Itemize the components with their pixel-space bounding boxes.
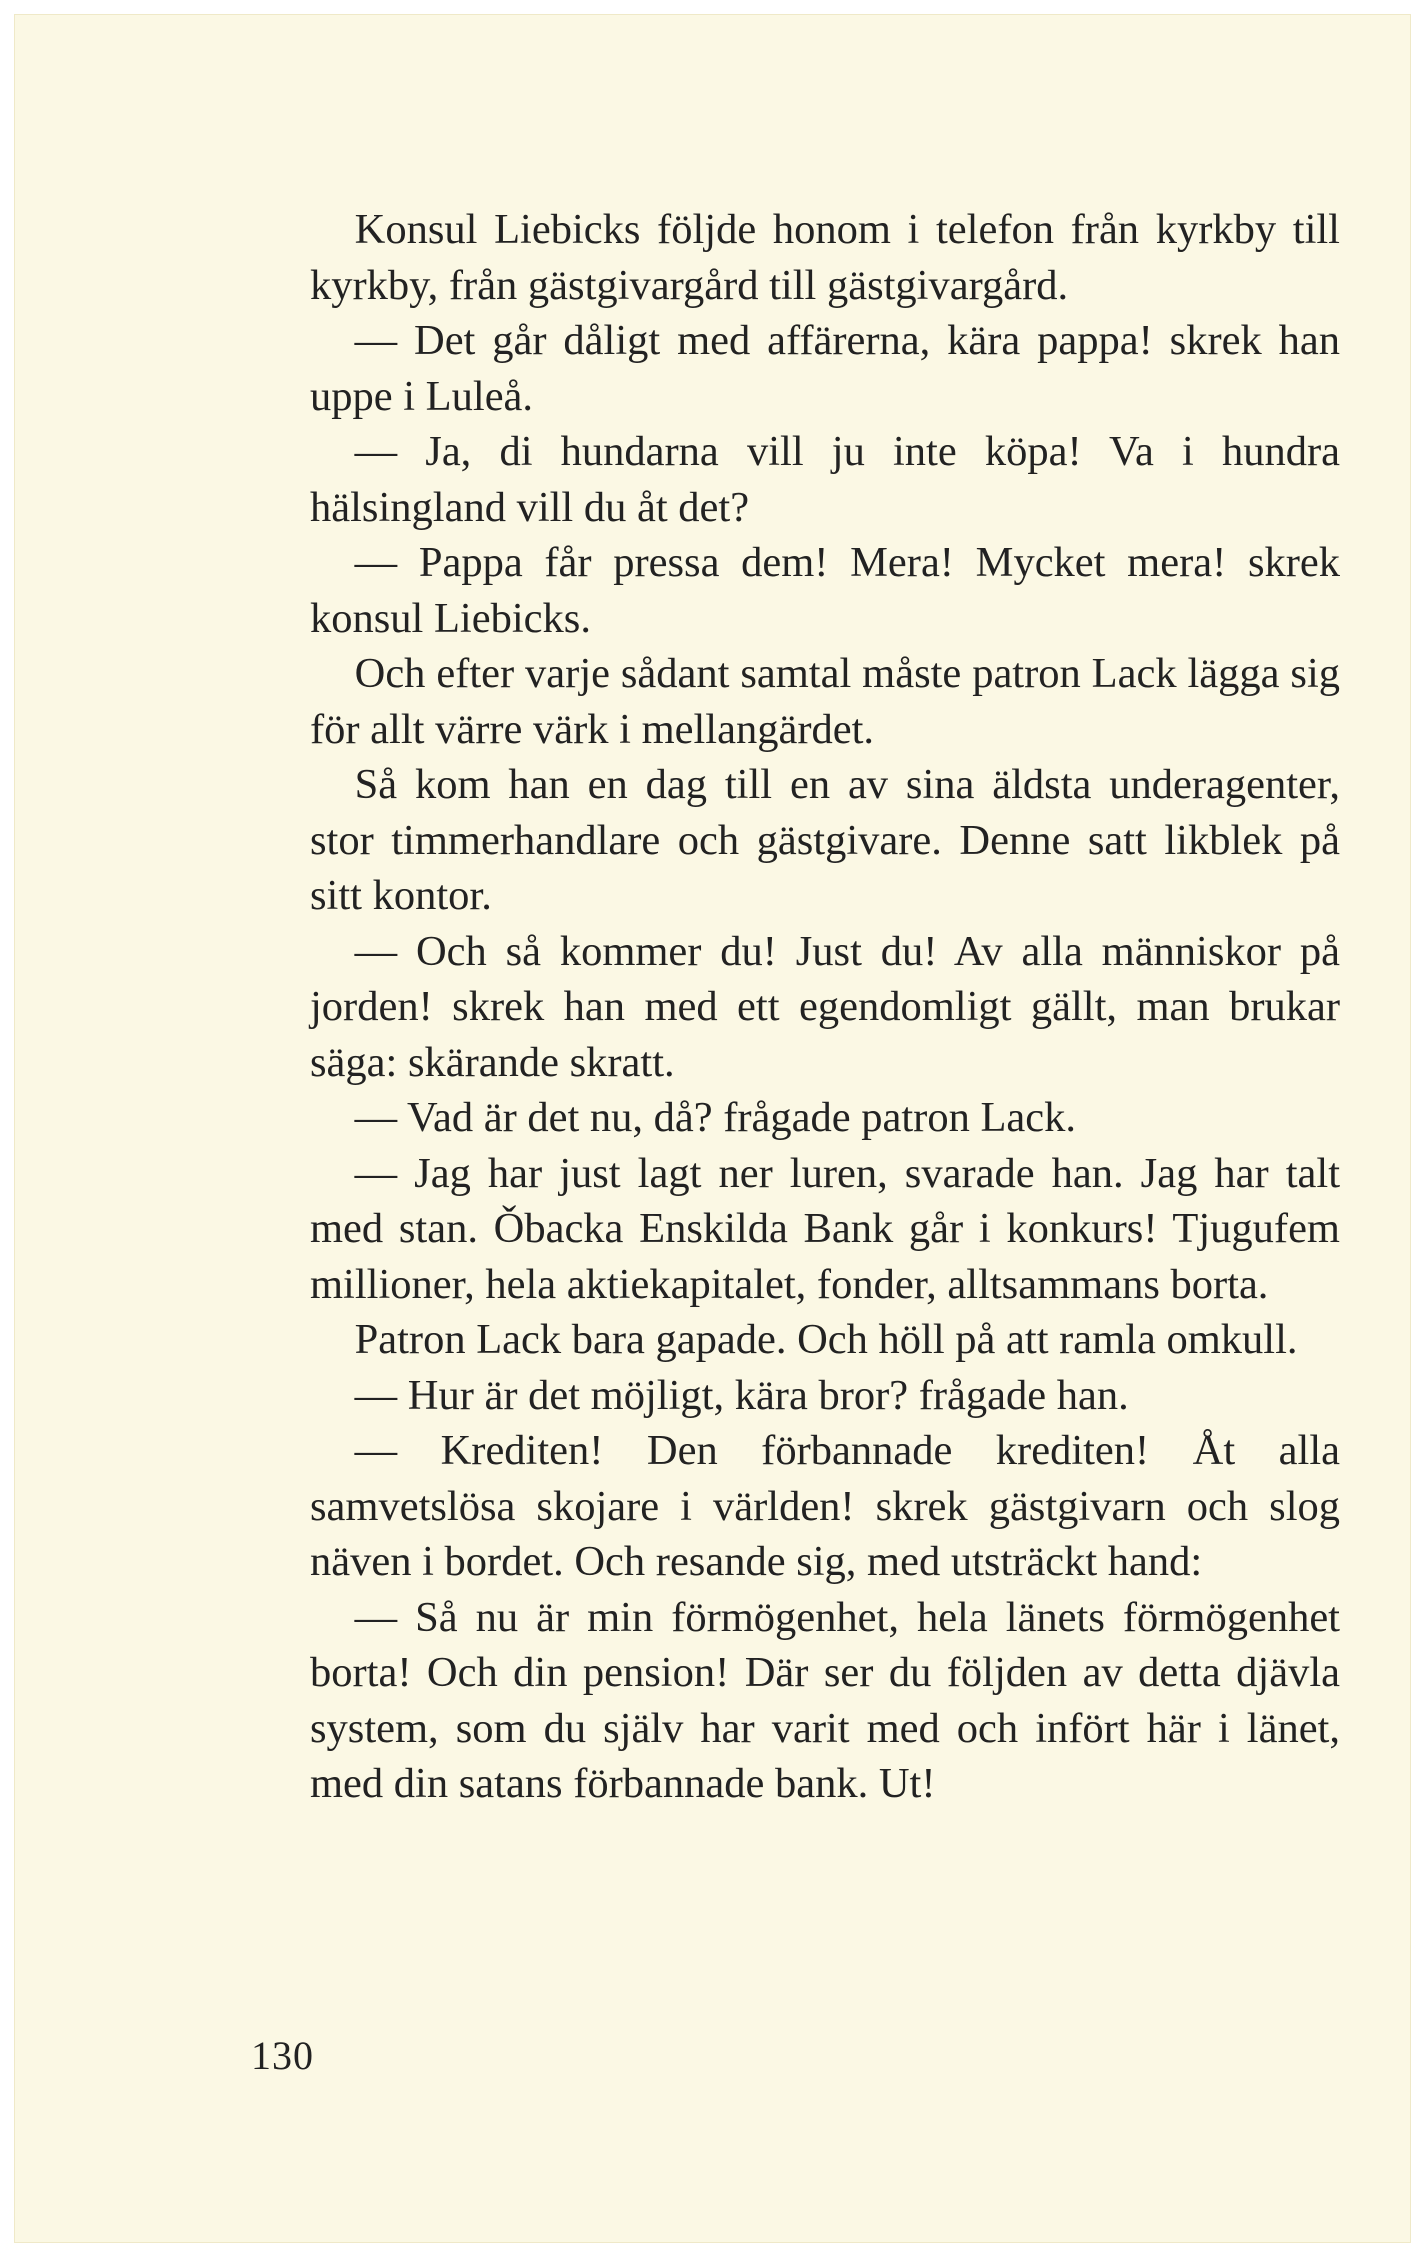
paragraph: Så kom han en dag till en av sina äldsta underagenter, stor timmerhandlare och gästgivare. Denne satt likblek på sitt kontor.: [310, 761, 1340, 919]
paragraph: Patron Lack bara gapade. Och höll på att ramla omkull.: [354, 1316, 1298, 1363]
paragraph: — Vad är det nu, då? frågade patron Lack.: [354, 1094, 1077, 1141]
paragraph: — Så nu är min förmögenhet, hela länets förmögenhet borta! Och din pension! Där ser du följden av detta djävla system, som du själv har varit med och infört här i länet, med din satans förbannade bank. Ut!: [310, 1593, 1340, 1807]
paragraph: — Och så kommer du! Just du! Av alla människor på jorden! skrek han med ett egendomligt gällt, man brukar säga: skärande skratt.: [310, 927, 1340, 1086]
paragraph: — Hur är det möjligt, kära bror? frågade han.: [354, 1371, 1129, 1419]
book-page: [14, 14, 1411, 2243]
paragraph: — Krediten! Den förbannade krediten! Åt alla samvetslösa skojare i världen! skrek gästgivarn och slog näven i bordet. Och resande sig, med utsträckt hand:: [310, 1427, 1340, 1585]
body-text: [310, 202, 1340, 1812]
paragraph: — Pappa får pressa dem! Mera! Mycket mera! skrek konsul Liebicks.: [310, 539, 1340, 642]
paragraph: Konsul Liebicks följde honom i telefon från kyrkby till kyrkby, från gästgivargård till gästgivargård.: [310, 206, 1340, 309]
paragraph: Och efter varje sådant samtal måste patron Lack lägga sig för allt värre värk i mellangärdet.: [310, 650, 1340, 753]
page-number: 130: [251, 2033, 314, 2078]
paragraph: — Det går dåligt med affärerna, kära pappa! skrek han uppe i Luleå.: [310, 317, 1340, 420]
paragraph: — Jag har just lagt ner luren, svarade han. Jag har talt med stan. Ǒbacka Enskilda Bank går i konkurs! Tjugufem millioner, hela aktiekapitalet, fonder, alltsammans borta.: [310, 1149, 1340, 1308]
paragraph: — Ja, di hundarna vill ju inte köpa! Va i hundra hälsingland vill du åt det?: [310, 428, 1340, 531]
